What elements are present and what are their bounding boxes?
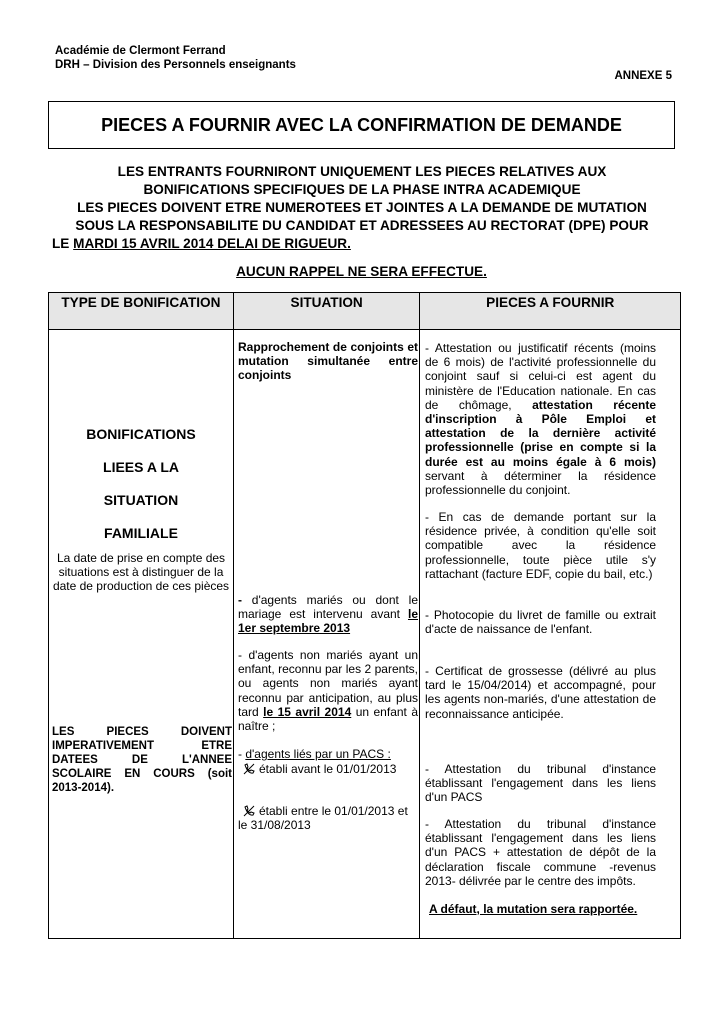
situation-non-maries-text: - d'agents non mariés ayant un enfant, reconnu par les 2 parents, ou agents non mariés ayant reconnu par anticipation, au plus tard xyxy=(238,648,418,719)
annexe-label: ANNEXE 5 xyxy=(614,70,672,82)
pacs-item-1-text: établi avant le 01/01/2013 xyxy=(259,762,397,776)
drh-label: DRH – Division des Personnels enseignants xyxy=(55,59,296,71)
phone-symbol-icon xyxy=(243,805,255,817)
header-pieces: PIECES A FOURNIR xyxy=(420,293,681,330)
dating-warning: LES PIECES DOIVENT IMPERATIVEMENT ETRE DATEES DE L'ANNEE SCOLAIRE EN COURS (soit 2013-2014). xyxy=(52,726,232,794)
intro-line-2: BONIFICATIONS SPECIFIQUES DE LA PHASE INTRA ACADEMIQUE xyxy=(143,182,581,197)
mutation-warning: A défaut, la mutation sera rapportée. xyxy=(429,902,638,916)
pacs-item-2 xyxy=(238,804,418,832)
type-line-2: LIEES A LA xyxy=(103,459,179,475)
pacs-item-2-text: établi entre le 01/01/2013 et le 31/08/2013 xyxy=(238,804,408,833)
situation-pacs xyxy=(238,747,418,761)
header-type: TYPE DE BONIFICATION xyxy=(49,293,234,330)
situation-pacs-label: d'agents liés par un PACS : xyxy=(245,747,391,761)
piece-2: - En cas de demande portant sur la résidence privée, à condition qu'elle soit compatible avec la résidence professionnelle, toute pièce utile s'y rattachant (facture EDF, copie du bail, etc.) xyxy=(425,510,656,581)
intro-line-4: SOUS LA RESPONSABILITE DU CANDIDAT ET ADRESSEES AU RECTORAT (DPE) POUR xyxy=(75,218,649,233)
piece-6: - Attestation du tribunal d'instance établissant l'engagement dans les liens d'un PACS + attestation de dépôt de la déclaration fiscale commune -revenus 2013- délivrée par le centre des impôts. xyxy=(425,817,656,888)
piece-3: - Photocopie du livret de famille ou extrait d'acte de naissance de l'enfant. xyxy=(425,608,656,637)
situation-rapprochement: Rapprochement de conjoints et mutation simultanée entre conjoints xyxy=(238,340,418,383)
page-title: PIECES A FOURNIR AVEC LA CONFIRMATION DE DEMANDE xyxy=(48,101,675,149)
type-line-4: FAMILIALE xyxy=(104,525,178,541)
piece-5: - Attestation du tribunal d'instance établissant l'engagement dans les liens d'un PACS xyxy=(425,762,656,805)
situation-maries xyxy=(238,593,418,636)
academie-label: Académie de Clermont Ferrand xyxy=(55,45,226,57)
date-note: La date de prise en compte des situations est à distinguer de la date de production de ces pièces xyxy=(52,551,230,593)
piece-1-c: servant à déterminer la résidence professionnelle du conjoint. xyxy=(425,468,656,498)
situation-non-maries xyxy=(238,648,418,733)
intro-text xyxy=(52,163,672,253)
piece-1 xyxy=(425,341,656,497)
type-column xyxy=(48,426,234,593)
pacs-item-1 xyxy=(243,762,418,776)
phone-symbol-icon xyxy=(243,763,255,775)
deadline-date: MARDI 15 AVRIL 2014 DELAI DE RIGUEUR. xyxy=(73,236,351,251)
intro-line-1: LES ENTRANTS FOURNIRONT UNIQUEMENT LES PIECES RELATIVES AUX xyxy=(117,164,607,179)
situation-maries-dash: - xyxy=(238,593,252,607)
header-situation: SITUATION xyxy=(233,293,420,330)
intro-line-3: LES PIECES DOIVENT ETRE NUMEROTEES ET JOINTES A LA DEMANDE DE MUTATION xyxy=(77,200,647,215)
situation-maries-text: d'agents mariés ou dont le mariage est intervenu avant xyxy=(238,593,418,622)
situation-pacs-prefix: - xyxy=(238,747,246,761)
situation-non-maries-end: un enfant à naître ; xyxy=(238,704,418,734)
table-header-row xyxy=(49,293,681,330)
piece-1-a: - Attestation ou justificatif récents (moins de 6 mois) de l'activité professionnelle du conjoint sauf si celui-ci est agent du ministère de l'Education nationale. En cas de chômage, xyxy=(425,341,656,412)
situation-maries-date: le 1er septembre 2013 xyxy=(238,607,418,636)
type-line-3: SITUATION xyxy=(103,492,179,508)
intro-line-5-prefix: LE xyxy=(52,236,74,251)
piece-1-b: attestation récente d'inscription à Pôle Emploi et attestation de la dernière activité professionnelle (prise en compte si la durée est au moins égale à 6 mois) xyxy=(425,397,657,469)
piece-4: - Certificat de grossesse (délivré au plus tard le 15/04/2014) et accompagné, pour les agents non-mariés, d'une attestation de reconnaissance anticipée. xyxy=(425,664,656,721)
situation-non-maries-date: le 15 avril 2014 xyxy=(263,704,352,719)
no-reminder-notice: AUCUN RAPPEL NE SERA EFFECTUE. xyxy=(236,264,487,279)
type-line-1: BONIFICATIONS xyxy=(86,426,196,442)
type-cell xyxy=(49,330,234,939)
